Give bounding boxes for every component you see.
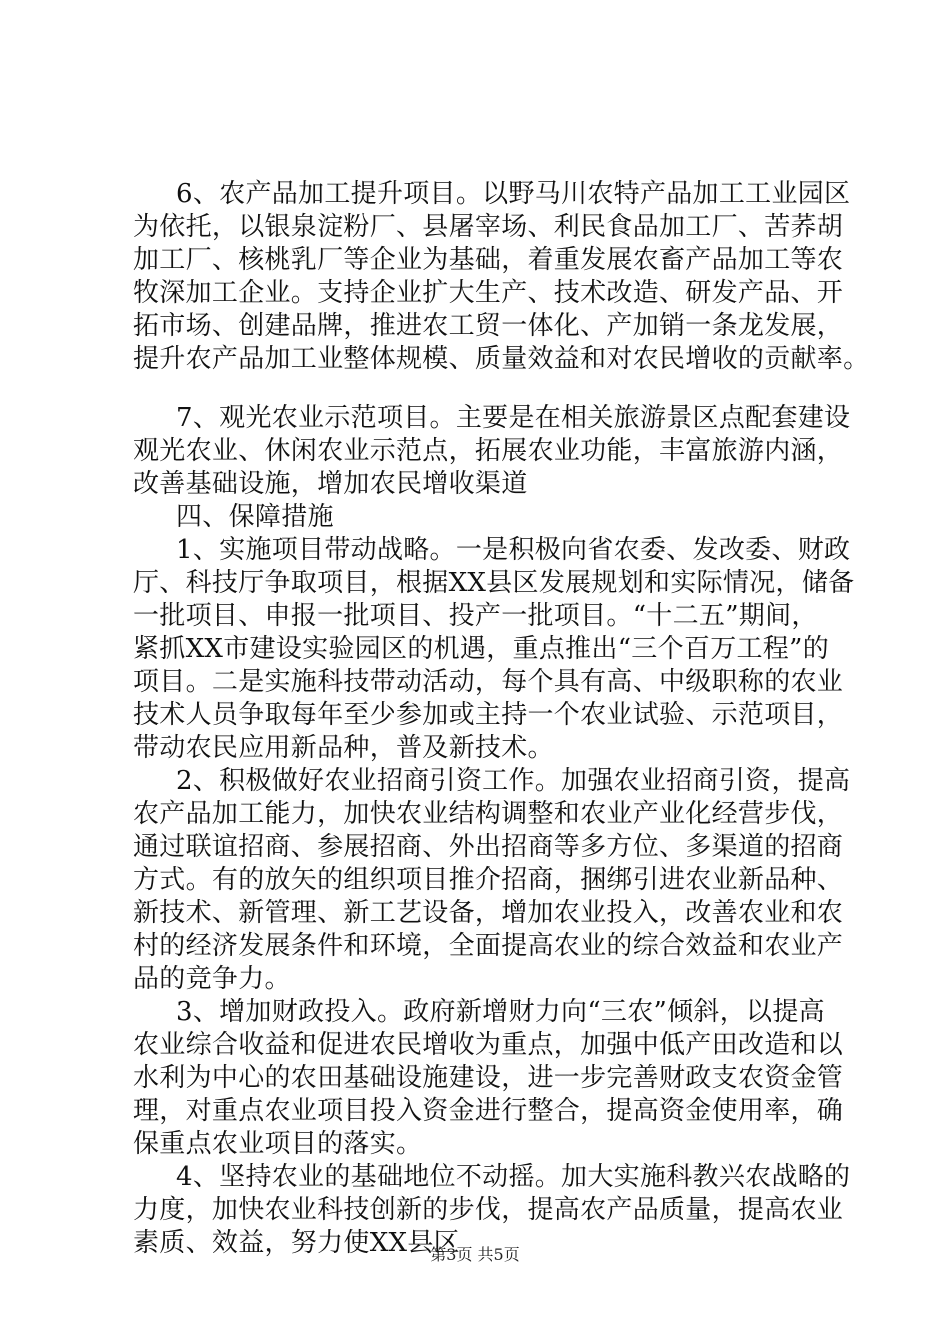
measure-1-line-5: 项目。二是实施科技带动活动，每个具有高、中级职称的农业 [133, 667, 844, 697]
paragraph-6-line-1: 6、农产品加工提升项目。以野马川农特产品加工工业园区 [176, 179, 851, 209]
measure-2-line-4: 方式。有的放矢的组织项目推介招商，捆绑引进农业新品种、 [133, 865, 844, 895]
measure-2-line-3: 通过联谊招商、参展招商、外出招商等多方位、多渠道的招商 [133, 832, 844, 862]
paragraph-7-line-3: 改善基础设施，增加农民增收渠道 [133, 469, 528, 499]
measure-2-line-6: 村的经济发展条件和环境，全面提高农业的综合效益和农业产 [133, 931, 844, 961]
paragraph-6-line-6: 提升农产品加工业整体规模、质量效益和对农民增收的贡献率。 [133, 344, 870, 374]
measure-1-line-4: 紧抓XX市建设实验园区的机遇，重点推出“三个百万工程”的 [133, 634, 830, 664]
measure-3-line-1: 3、增加财政投入。政府新增财力向“三农”倾斜，以提高 [176, 997, 825, 1027]
measure-1-line-7: 带动农民应用新品种，普及新技术。 [133, 733, 554, 763]
measure-1-line-6: 技术人员争取每年至少参加或主持一个农业试验、示范项目， [133, 700, 844, 730]
measure-1-line-3: 一批项目、申报一批项目、投产一批项目。“十二五”期间， [133, 601, 818, 631]
measure-3-line-2: 农业综合收益和促进农民增收为重点，加强中低产田改造和以 [133, 1030, 844, 1060]
measure-3-line-3: 水利为中心的农田基础设施建设，进一步完善财政支农资金管 [133, 1063, 844, 1093]
paragraph-6-line-5: 拓市场、创建品牌，推进农工贸一体化、产加销一条龙发展， [133, 311, 844, 341]
section-heading: 四、保障措施 [176, 502, 334, 532]
measure-1-line-1: 1、实施项目带动战略。一是积极向省农委、发改委、财政 [176, 535, 851, 565]
paragraph-7-line-1: 7、观光农业示范项目。主要是在相关旅游景区点配套建设 [176, 403, 851, 433]
measure-2-line-1: 2、积极做好农业招商引资工作。加强农业招商引资，提高 [176, 766, 851, 796]
measure-4-line-3: 素质、效益，努力使XX县区 [133, 1228, 460, 1258]
paragraph-6-line-4: 牧深加工企业。支持企业扩大生产、技术改造、研发产品、开 [133, 278, 844, 308]
measure-3-line-5: 保重点农业项目的落实。 [133, 1129, 423, 1159]
paragraph-6-line-2: 为依托，以银泉淀粉厂、县屠宰场、利民食品加工厂、苦荞胡 [133, 212, 844, 242]
measure-2-line-5: 新技术、新管理、新工艺设备，增加农业投入，改善农业和农 [133, 898, 844, 928]
measure-2-line-7: 品的竞争力。 [133, 964, 291, 994]
measure-3-line-4: 理，对重点农业项目投入资金进行整合，提高资金使用率，确 [133, 1096, 844, 1126]
page-number-footer: 第3页 共5页 [430, 1245, 520, 1264]
measure-2-line-2: 农产品加工能力，加快农业结构调整和农业产业化经营步伐， [133, 799, 844, 829]
measure-1-line-2: 厅、科技厅争取项目，根据XX县区发展规划和实际情况，储备 [133, 568, 855, 598]
paragraph-7-line-2: 观光农业、休闲农业示范点，拓展农业功能，丰富旅游内涵， [133, 436, 844, 466]
measure-4-line-2: 力度，加快农业科技创新的步伐，提高农产品质量，提高农业 [133, 1195, 844, 1225]
measure-4-line-1: 4、坚持农业的基础地位不动摇。加大实施科教兴农战略的 [176, 1162, 851, 1192]
paragraph-6-line-3: 加工厂、核桃乳厂等企业为基础，着重发展农畜产品加工等农 [133, 245, 844, 275]
